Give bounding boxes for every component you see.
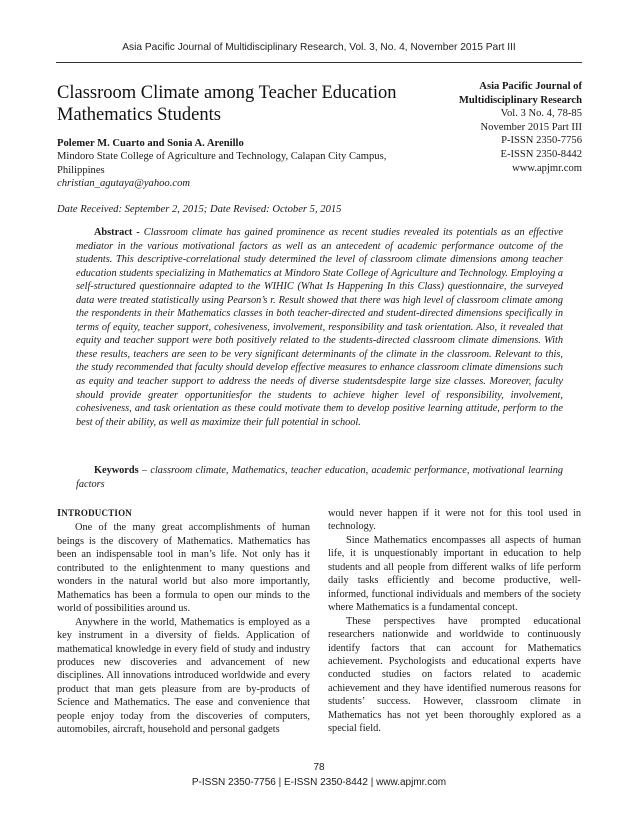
keywords-text: – classroom climate, Mathematics, teacher education, academic performance, motivational learning factors bbox=[76, 465, 563, 490]
page-number: 78 bbox=[313, 762, 325, 773]
paragraph: These perspectives have prompted educational researchers nationwide and worldwide to continuously identify factors that can account for Mathematics achievement. Psychologists and educational experts have conducted studies on factors related to academic achievement and they have identified numerous reasons for students’ success. However, classroom climate in Mathematics has not yet been thoroughly explored as a special field. bbox=[328, 615, 581, 735]
abstract-label: Abstract - bbox=[94, 227, 140, 238]
header-rule bbox=[56, 62, 582, 63]
column-left bbox=[57, 507, 310, 737]
section-heading-introduction: INTRODUCTION bbox=[57, 508, 133, 519]
author-email[interactable]: christian_agutaya@yahoo.com bbox=[57, 178, 191, 190]
author-names: Polemer M. Cuarto and Sonia A. Arenillo bbox=[57, 138, 244, 149]
journal-eissn: E-ISSN 2350-8442 bbox=[500, 148, 582, 160]
keywords-label: Keywords bbox=[94, 465, 139, 476]
paragraph: One of the many great accomplishments of human beings is the discovery of Mathematics. Mathematics has been an indispensable tool in man’s life. Not only has it contributed to the enlightenment to many questions and wonders in the natural world but also more importantly, Mathematics has been a formula to open our minds to the world of possibilities around us. bbox=[57, 522, 310, 615]
journal-info bbox=[407, 80, 582, 175]
author-block bbox=[57, 137, 427, 191]
paragraph: Anywhere in the world, Mathematics is employed as a key instrument in a diversity of fields. Application of mathematical knowledge in every field of study and industry produces new discoveries and advancement of new disciplines. All innovations introduced worldwide and every product that man gets pleasure from are by-products of Science and Mathematics. The ease and convenience that people enjoy today from the discoveries of computers, automobiles, aircraft, household and personal gadgets bbox=[57, 616, 310, 736]
journal-pissn: P-ISSN 2350-7756 bbox=[501, 135, 582, 147]
keywords bbox=[76, 464, 563, 491]
running-head: Asia Pacific Journal of Multidisciplinary Research, Vol. 3, No. 4, November 2015 Part III bbox=[122, 42, 516, 53]
column-right bbox=[328, 507, 581, 736]
page-footer: P-ISSN 2350-7756 | E-ISSN 2350-8442 | www.apjmr.com bbox=[191, 777, 447, 788]
abstract bbox=[76, 226, 563, 429]
journal-website[interactable]: www.apjmr.com bbox=[512, 162, 582, 174]
paper-title: Classroom Climate among Teacher Education Mathematics Students bbox=[57, 83, 397, 125]
journal-volume: Vol. 3 No. 4, 78-85 bbox=[500, 108, 582, 120]
paragraph-continuation: would never happen if it were not for this tool used in technology. bbox=[328, 508, 581, 533]
journal-name: Asia Pacific Journal of Multidisciplinary Research bbox=[458, 81, 582, 106]
author-affiliation: Mindoro State College of Agriculture and Technology, Calapan City Campus, Philippines bbox=[57, 151, 387, 176]
paragraph: Since Mathematics encompasses all aspects of human life, it is unquestionably important in education to help students and all people from different walks of life perform daily tasks efficiently and become productive, well-informed, functional individuals and members of the society where Mathematics is a fundamental concept. bbox=[328, 534, 581, 614]
date-line: Date Received: September 2, 2015; Date Revised: October 5, 2015 bbox=[57, 204, 342, 215]
abstract-text: Classroom climate has gained prominence as recent studies revealed its potentials as an effective mediator in the various motivational factors as well as an antecedent of academic performance outcome of the students. This descriptive-correlational study determined the level of classroom climate dimensions among teacher education students specializing in Mathematics at Mindoro State College of Agriculture and Technology. Employing a self-structured questionnaire adapted to the WIHIC (What Is Happening In this Class) questionnaire, the surveyed data were treated statistically using Pearson’s r. Result showed that there was high level of classroom climate among the respondents in their Mathematics classes in both teacher-directed and student-directed dimensions specifically in terms of equity, teacher support, cohesiveness, involvement, responsibility and task orientation. Also, it revealed that equity and teacher support were both positively related to the students-directed classroom climate dimensions. With these results, teachers are seen to be very significant determinants of the climate in the classroom. Relevant to this, the study recommended that faculty should develop effective measures to enhance classroom climate dimensions such as equity and teacher support to address the needs of diverse studentsdespite large size classes. Moreover, faculty should provide greater opportunitiesfor the students to achieve higher level of responsibility, involvement, cohesiveness, and task orientation as these could motivate them to develop positive learning attitude, perform to the best of their ability, as well as maximize their full potential in school. bbox=[76, 227, 563, 428]
journal-issue: November 2015 Part III bbox=[480, 121, 582, 133]
